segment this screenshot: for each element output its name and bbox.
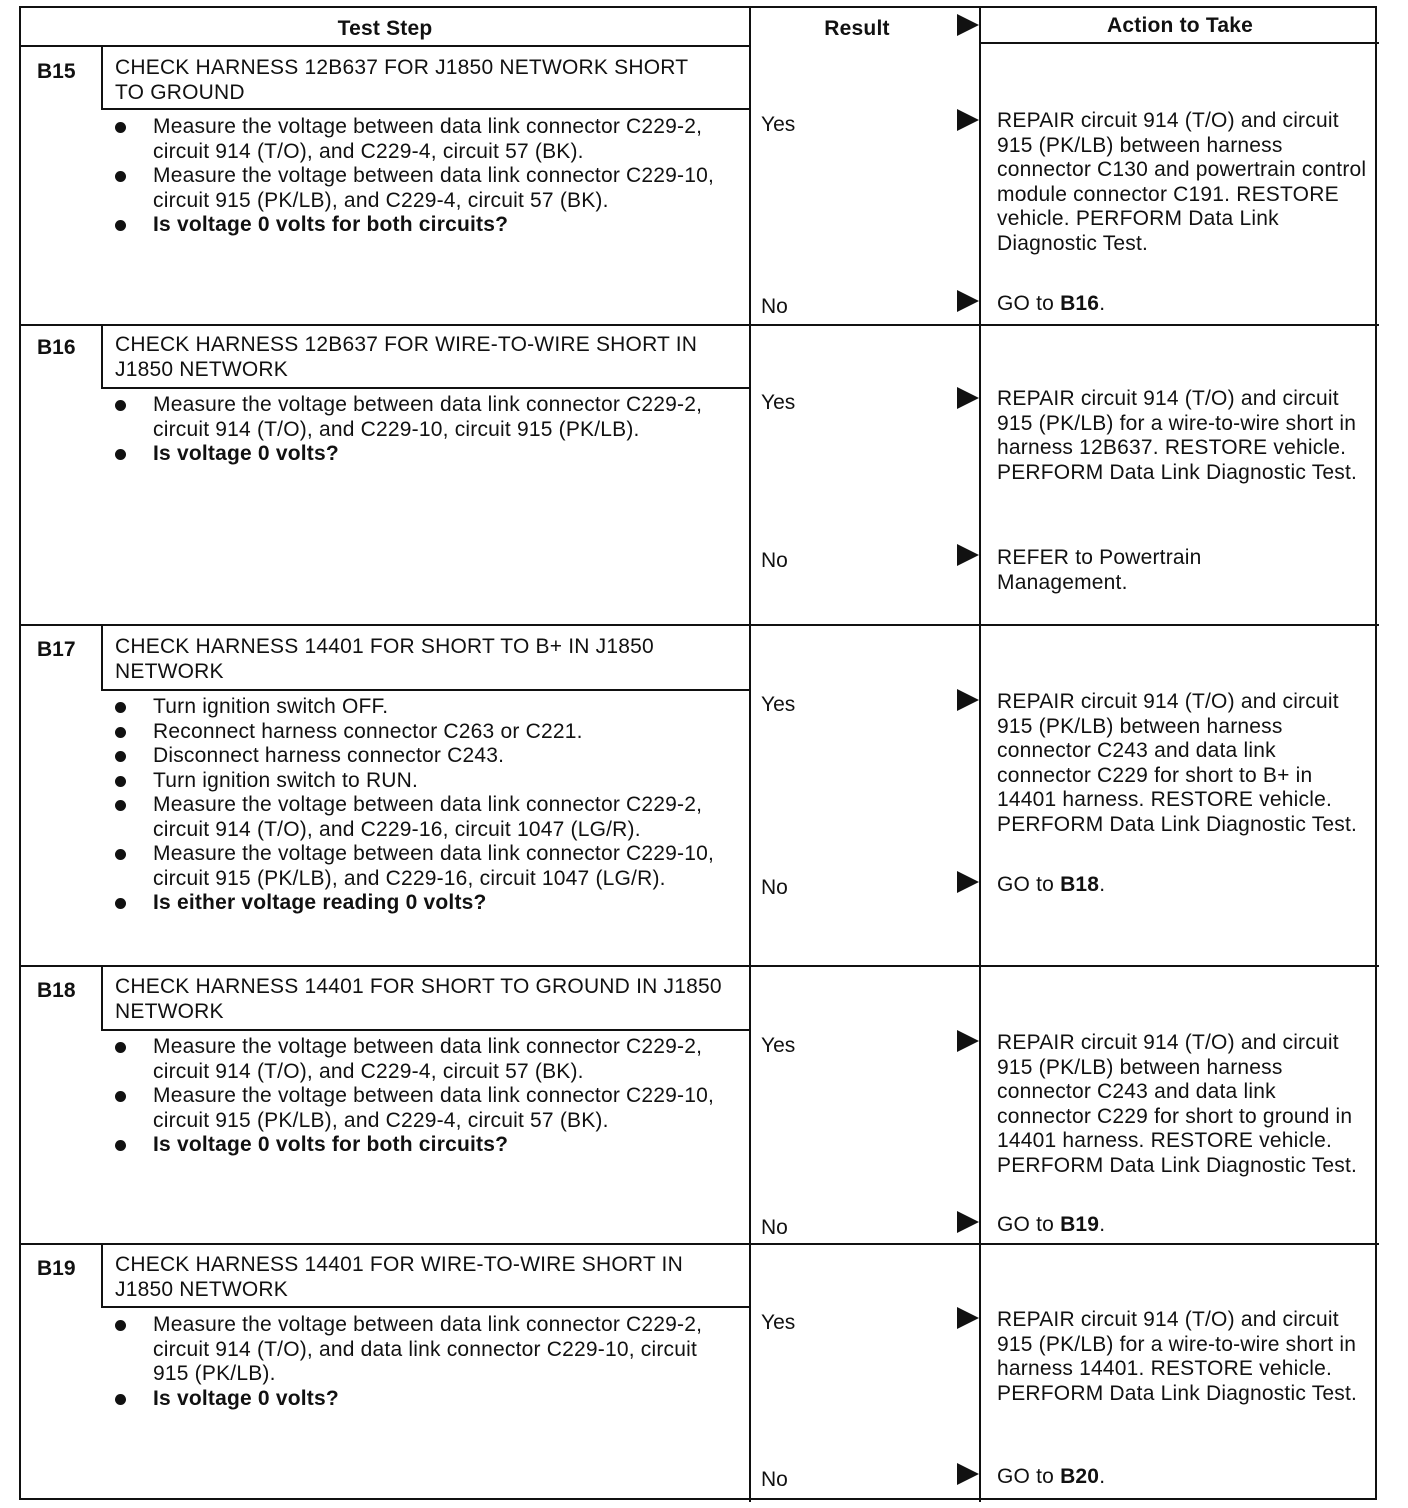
- header-arrow-icon: [957, 14, 979, 36]
- column-divider-result: [749, 8, 751, 1502]
- result-arrow-icon: [957, 1307, 979, 1329]
- instruction-item: Measure the voltage between data link connector C229-2, circuit 914 (T/O), and data link connector C229-10, circuit 915 (PK/LB).: [115, 1313, 715, 1387]
- step-instructions: [115, 1035, 715, 1158]
- step-title: CHECK HARNESS 14401 FOR WIRE-TO-WIRE SHORT IN J1850 NETWORK: [115, 1253, 683, 1301]
- result-arrow-icon: [957, 544, 979, 566]
- instruction-item: Measure the voltage between data link connector C229-2, circuit 914 (T/O), and C229-16, circuit 1047 (LG/R).: [115, 793, 715, 842]
- instruction-item: Measure the voltage between data link connector C229-2, circuit 914 (T/O), and C229-4, circuit 57 (BK).: [115, 1035, 715, 1084]
- action-no-prefix: GO to: [997, 292, 1061, 315]
- instruction-item: Measure the voltage between data link connector C229-10, circuit 915 (PK/LB), and C229-4, circuit 57 (BK).: [115, 1084, 715, 1133]
- header-divider-right: [981, 42, 1379, 44]
- row-divider: [21, 324, 1379, 326]
- step-title: CHECK HARNESS 12B637 FOR J1850 NETWORK SHORT TO GROUND: [115, 56, 688, 104]
- instruction-item: Reconnect harness connector C263 or C221.: [115, 720, 715, 745]
- header-action: Action to Take: [1107, 14, 1253, 37]
- action-no: [997, 1213, 1367, 1238]
- action-no-suffix: .: [1099, 1213, 1106, 1236]
- action-no-suffix: .: [1099, 873, 1106, 896]
- result-yes: Yes: [761, 113, 796, 136]
- step-id: B16: [37, 336, 76, 359]
- action-no-suffix: .: [1099, 292, 1106, 315]
- action-no: [997, 873, 1367, 898]
- result-arrow-icon: [957, 1463, 979, 1485]
- action-yes: REPAIR circuit 914 (T/O) and circuit 915 (PK/LB) between harness connector C130 and powertrain control module connector C191. RESTORE vehicle. PERFORM Data Link Diagnostic Test.: [997, 109, 1367, 255]
- action-yes: REPAIR circuit 914 (T/O) and circuit 915 (PK/LB) between harness connector C243 and data link connector C229 for short to B+ in 14401 harness. RESTORE vehicle. PERFORM Data Link Diagnostic Test.: [997, 690, 1358, 836]
- title-underline: [101, 387, 751, 389]
- result-arrow-icon: [957, 1030, 979, 1052]
- action-no-ref: B19: [1060, 1213, 1100, 1236]
- step-title: CHECK HARNESS 14401 FOR SHORT TO GROUND IN J1850 NETWORK: [115, 975, 722, 1023]
- result-yes: Yes: [761, 693, 796, 716]
- result-no: No: [761, 1468, 788, 1491]
- action-yes: REPAIR circuit 914 (T/O) and circuit 915 (PK/LB) for a wire-to-wire short in harness 14401. RESTORE vehicle. PERFORM Data Link Diagnostic Test.: [997, 1308, 1358, 1405]
- title-underline: [101, 1306, 751, 1308]
- action-no-prefix: GO to: [997, 1465, 1061, 1488]
- instruction-item: Measure the voltage between data link connector C229-2, circuit 914 (T/O), and C229-4, circuit 57 (BK).: [115, 115, 715, 164]
- title-underline: [101, 108, 751, 110]
- id-divider: [101, 967, 103, 1031]
- action-no-ref: B16: [1060, 292, 1100, 315]
- instruction-item: Measure the voltage between data link connector C229-10, circuit 915 (PK/LB), and C229-16, circuit 1047 (LG/R).: [115, 842, 715, 891]
- result-no: No: [761, 1216, 788, 1239]
- step-title: CHECK HARNESS 14401 FOR SHORT TO B+ IN J1850 NETWORK: [115, 635, 654, 683]
- result-arrow-icon: [957, 1211, 979, 1233]
- action-yes: REPAIR circuit 914 (T/O) and circuit 915 (PK/LB) for a wire-to-wire short in harness 12B637. RESTORE vehicle. PERFORM Data Link Diagnostic Test.: [997, 387, 1358, 484]
- instruction-question: Is voltage 0 volts?: [115, 442, 715, 467]
- instruction-item: Turn ignition switch OFF.: [115, 695, 715, 720]
- instruction-question: Is voltage 0 volts for both circuits?: [115, 1133, 715, 1158]
- action-no-ref: B20: [1060, 1465, 1100, 1488]
- title-underline: [101, 1029, 751, 1031]
- step-instructions: [115, 1313, 715, 1411]
- action-no: [997, 1465, 1367, 1490]
- instruction-question: Is either voltage reading 0 volts?: [115, 891, 715, 916]
- result-yes: Yes: [761, 391, 796, 414]
- id-divider: [101, 45, 103, 110]
- row-divider: [21, 624, 1379, 626]
- step-instructions: [115, 115, 715, 238]
- step-id: B18: [37, 979, 76, 1002]
- result-yes: Yes: [761, 1311, 796, 1334]
- result-no: No: [761, 876, 788, 899]
- instruction-item: Measure the voltage between data link connector C229-2, circuit 914 (T/O), and C229-10, circuit 915 (PK/LB).: [115, 393, 715, 442]
- row-divider: [21, 1243, 1379, 1245]
- instruction-question: Is voltage 0 volts?: [115, 1387, 715, 1412]
- action-no-prefix: GO to: [997, 873, 1061, 896]
- id-divider: [101, 1245, 103, 1308]
- action-no-suffix: .: [1099, 1465, 1106, 1488]
- step-id: B19: [37, 1257, 76, 1280]
- result-no: No: [761, 295, 788, 318]
- action-yes: REPAIR circuit 914 (T/O) and circuit 915 (PK/LB) between harness connector C243 and data link connector C229 for short to ground in 14401 harness. RESTORE vehicle. PERFORM Data Link Diagnostic Test.: [997, 1031, 1358, 1177]
- title-underline: [101, 689, 751, 691]
- step-id: B15: [37, 60, 76, 83]
- step-title: CHECK HARNESS 12B637 FOR WIRE-TO-WIRE SHORT IN J1850 NETWORK: [115, 333, 698, 381]
- instruction-item: Turn ignition switch to RUN.: [115, 769, 715, 794]
- id-divider: [101, 326, 103, 389]
- row-divider: [21, 965, 1379, 967]
- id-divider: [101, 626, 103, 691]
- diagnostic-table: [19, 6, 1377, 1500]
- instruction-item: Disconnect harness connector C243.: [115, 744, 715, 769]
- result-arrow-icon: [957, 871, 979, 893]
- header-result: Result: [824, 17, 890, 40]
- result-arrow-icon: [957, 290, 979, 312]
- action-no: REFER to Powertrain Management.: [997, 546, 1202, 594]
- instruction-item: Measure the voltage between data link connector C229-10, circuit 915 (PK/LB), and C229-4, circuit 57 (BK).: [115, 164, 715, 213]
- result-arrow-icon: [957, 689, 979, 711]
- instruction-question: Is voltage 0 volts for both circuits?: [115, 213, 715, 238]
- result-no: No: [761, 549, 788, 572]
- step-id: B17: [37, 638, 76, 661]
- action-no-ref: B18: [1060, 873, 1100, 896]
- action-no-prefix: GO to: [997, 1213, 1061, 1236]
- column-divider-action: [979, 8, 981, 1502]
- result-arrow-icon: [957, 387, 979, 409]
- result-arrow-icon: [957, 109, 979, 131]
- step-instructions: [115, 695, 715, 916]
- header-divider-left: [21, 45, 751, 47]
- step-instructions: [115, 393, 715, 467]
- action-no: [997, 292, 1367, 317]
- header-test-step: Test Step: [337, 17, 433, 40]
- result-yes: Yes: [761, 1034, 796, 1057]
